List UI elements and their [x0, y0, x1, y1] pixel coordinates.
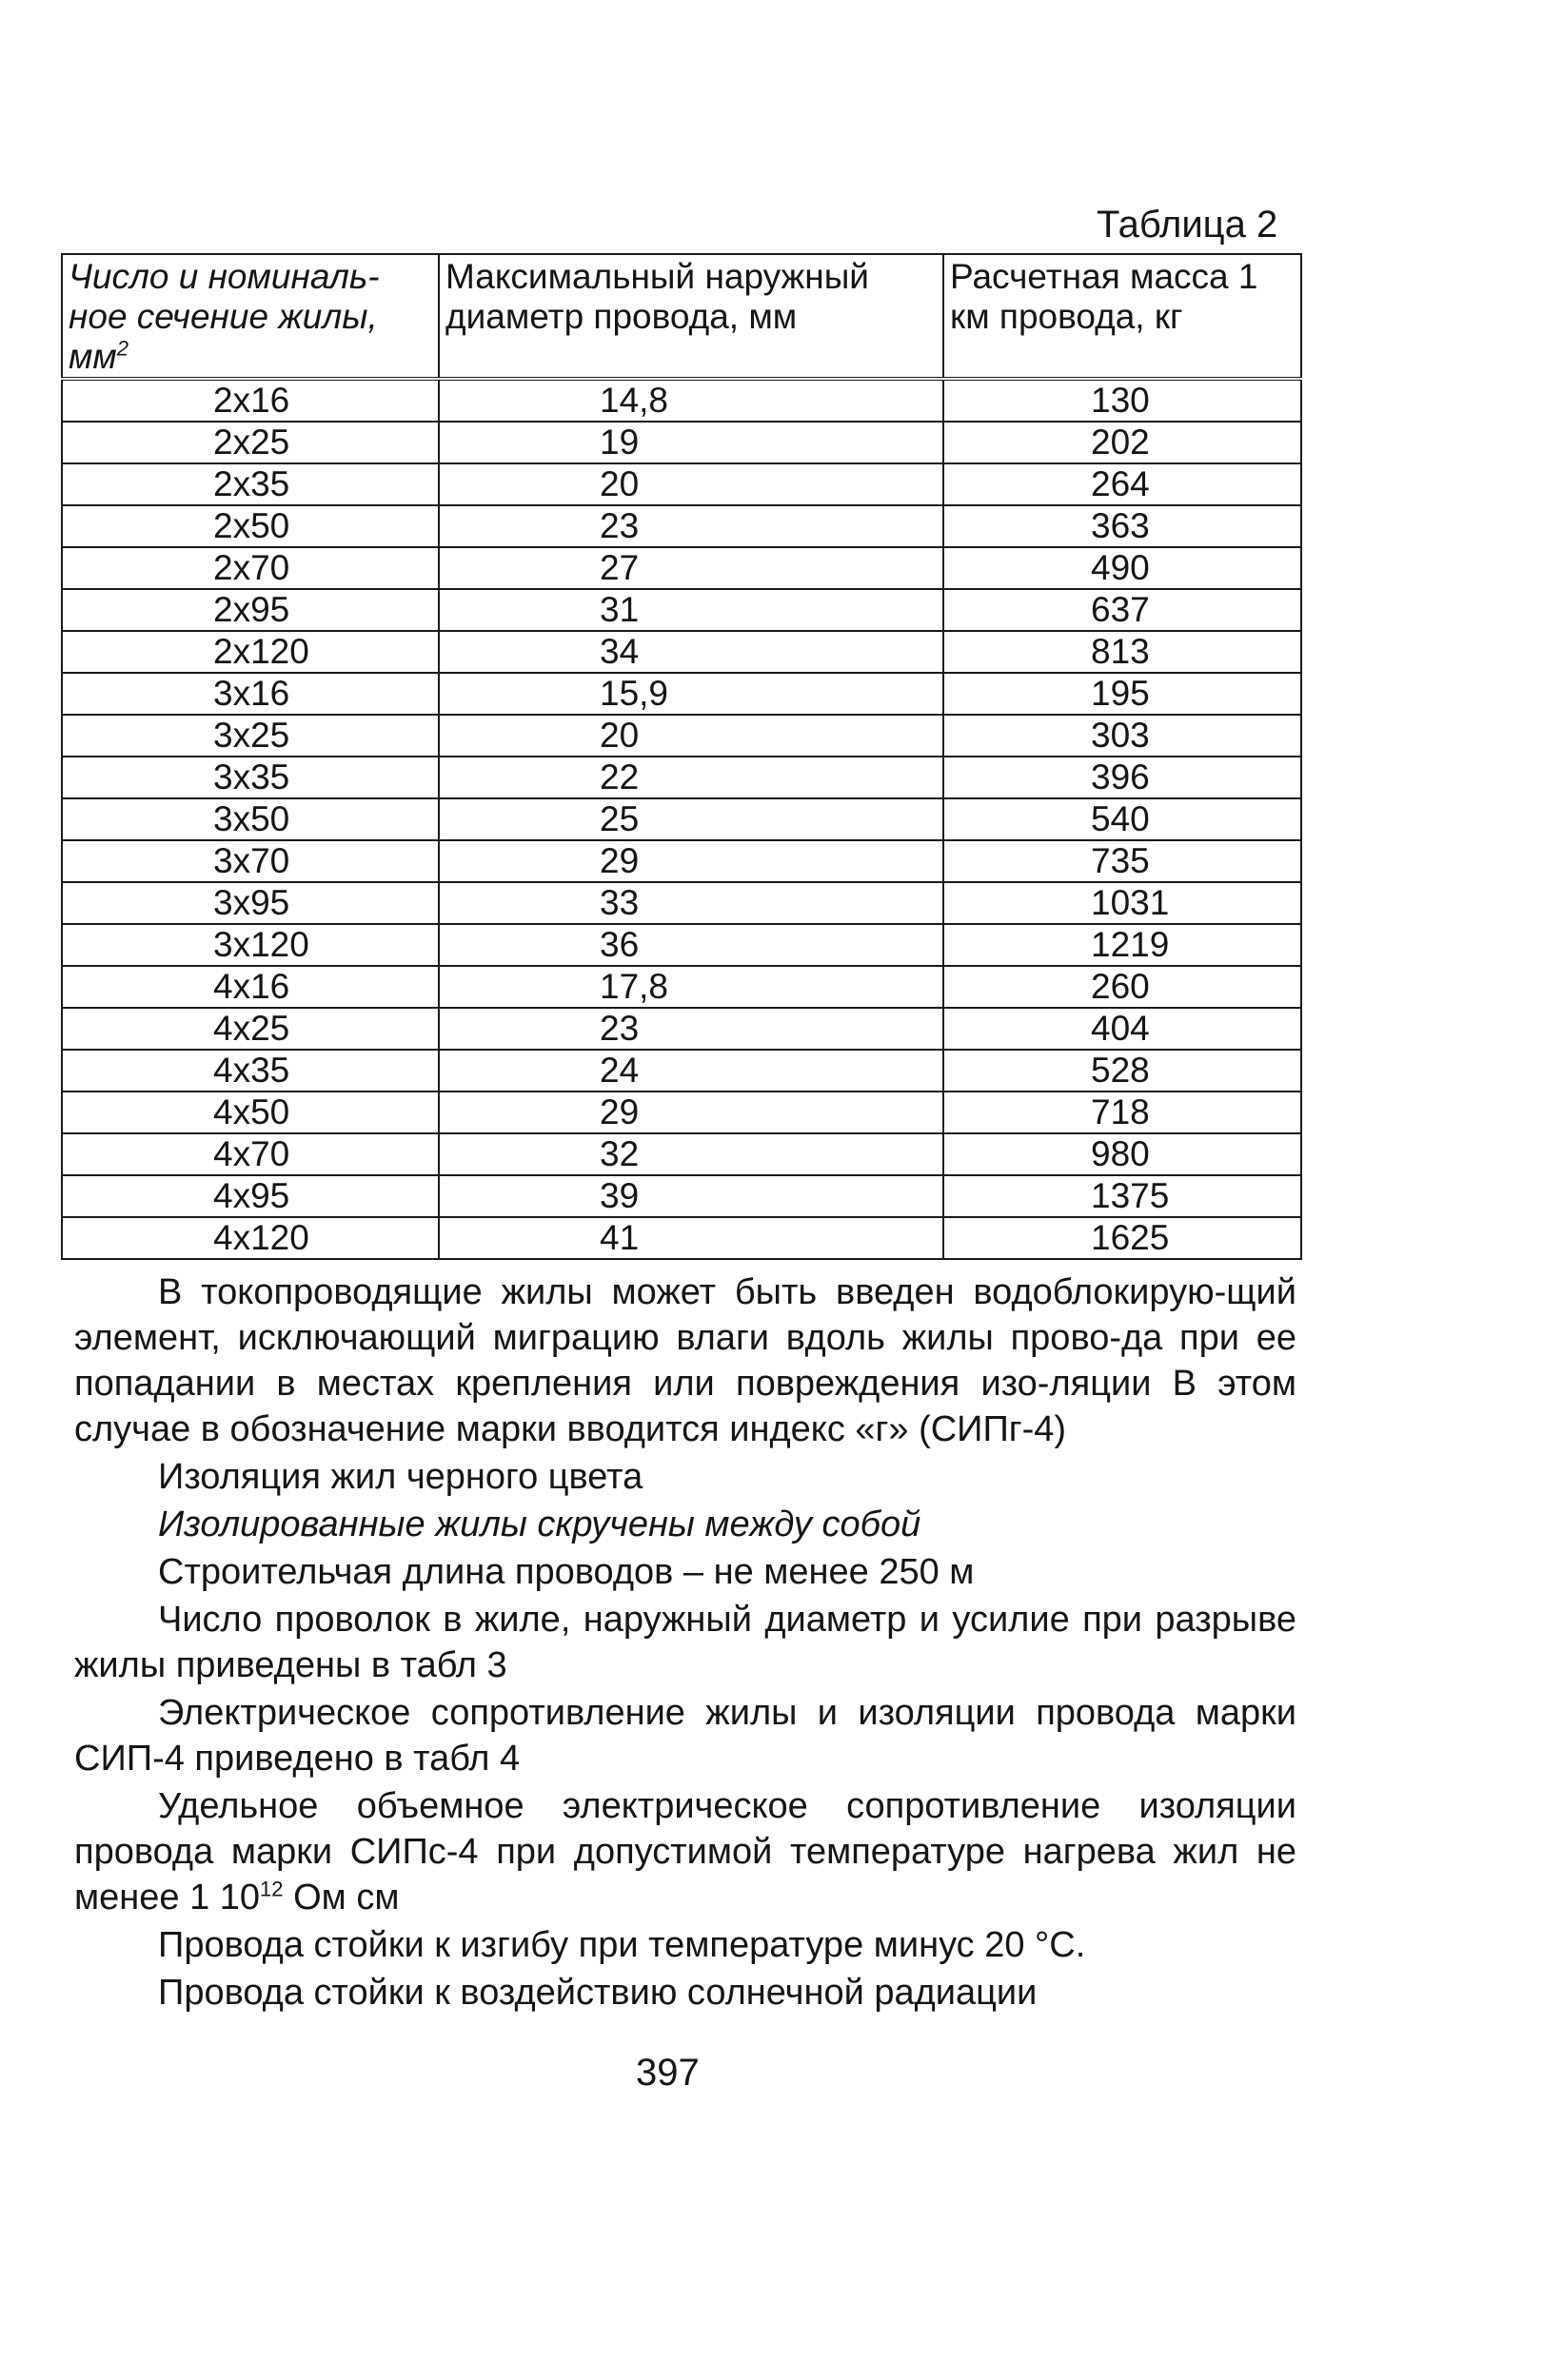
cell-mass: 202 [943, 422, 1301, 463]
table-row [62, 505, 1301, 547]
table-row [62, 1133, 1301, 1175]
table-row [62, 589, 1301, 631]
cell-diameter: 19 [439, 422, 943, 463]
cell-section: 3х16 [62, 673, 439, 715]
cell-section: 3х120 [62, 924, 439, 966]
cell-section: 4х25 [62, 1008, 439, 1050]
cell-section: 2х95 [62, 589, 439, 631]
cell-diameter: 31 [439, 589, 943, 631]
cell-mass: 130 [943, 379, 1301, 422]
cell-section: 4х16 [62, 966, 439, 1008]
table-row [62, 715, 1301, 757]
table-header-row [62, 254, 1301, 379]
cell-mass: 264 [943, 463, 1301, 505]
cell-diameter: 25 [439, 798, 943, 840]
table-row [62, 757, 1301, 798]
table-body [62, 379, 1301, 1259]
table-row [62, 379, 1301, 422]
paragraph-resistance: Электрическое сопротивление жилы и изоляции провода марки СИП-4 приведено в табл 4 [74, 1693, 1296, 1779]
cell-section: 2х120 [62, 631, 439, 673]
cell-section: 4х35 [62, 1050, 439, 1092]
cell-mass: 540 [943, 798, 1301, 840]
table-row [62, 422, 1301, 463]
page-number: 397 [636, 2052, 700, 2094]
volume-resistance-exponent: 12 [260, 1877, 284, 1901]
cell-mass: 1031 [943, 882, 1301, 924]
volume-resistance-unit: Ом см [283, 1878, 400, 1918]
cell-diameter: 32 [439, 1133, 943, 1175]
table-row [62, 1050, 1301, 1092]
cell-section: 3х70 [62, 840, 439, 882]
cell-mass: 735 [943, 840, 1301, 882]
table-caption: Таблица 2 [1097, 204, 1278, 246]
volume-resistance-text: Удельное объемное электрическое сопротивление изоляции провода марки СИПс-4 при допустимой температуре нагрева жил не менее 1 10 [74, 1786, 1296, 1918]
cell-section: 4х70 [62, 1133, 439, 1175]
cell-diameter: 14,8 [439, 379, 943, 422]
cell-section: 3х25 [62, 715, 439, 757]
cell-diameter: 29 [439, 840, 943, 882]
paragraph-construction-length: Строительчая длина проводов – не менее 250 м [158, 1552, 975, 1592]
cell-diameter: 24 [439, 1050, 943, 1092]
cell-diameter: 20 [439, 715, 943, 757]
cell-diameter: 27 [439, 547, 943, 589]
cable-spec-table [61, 253, 1302, 1260]
cell-mass: 1375 [943, 1175, 1301, 1217]
cell-mass: 195 [943, 673, 1301, 715]
cell-diameter: 23 [439, 505, 943, 547]
cell-diameter: 22 [439, 757, 943, 798]
cell-diameter: 33 [439, 882, 943, 924]
cell-mass: 528 [943, 1050, 1301, 1092]
table-row [62, 1217, 1301, 1259]
cell-section: 2х50 [62, 505, 439, 547]
cell-mass: 980 [943, 1133, 1301, 1175]
cell-section: 3х35 [62, 757, 439, 798]
cell-diameter: 39 [439, 1175, 943, 1217]
header-section [62, 254, 439, 379]
cell-mass: 363 [943, 505, 1301, 547]
cell-mass: 260 [943, 966, 1301, 1008]
cell-diameter: 15,9 [439, 673, 943, 715]
header-mass: Расчетная масса 1 км провода, кг [943, 254, 1301, 379]
header-section-sup: 2 [116, 336, 129, 361]
table-row [62, 1008, 1301, 1050]
table-row [62, 1175, 1301, 1217]
paragraph-wire-count: Число проволок в жиле, наружный диаметр и усилие при разрыве жилы приведены в табл 3 [74, 1600, 1296, 1685]
cell-section: 2х16 [62, 379, 439, 422]
cell-mass: 303 [943, 715, 1301, 757]
cell-section: 2х25 [62, 422, 439, 463]
table-row [62, 1092, 1301, 1133]
table-row [62, 463, 1301, 505]
cell-section: 4х120 [62, 1217, 439, 1259]
table-row [62, 631, 1301, 673]
cell-diameter: 20 [439, 463, 943, 505]
cell-section: 3х50 [62, 798, 439, 840]
cell-diameter: 23 [439, 1008, 943, 1050]
paragraph-twisted-cores: Изолированные жилы скручены между собой [158, 1505, 921, 1544]
cell-mass: 718 [943, 1092, 1301, 1133]
header-section-text: Число и номиналь-ное сечение жилы, мм [69, 257, 380, 376]
cell-mass: 396 [943, 757, 1301, 798]
cell-diameter: 17,8 [439, 966, 943, 1008]
table-row [62, 798, 1301, 840]
cell-diameter: 41 [439, 1217, 943, 1259]
cell-mass: 1625 [943, 1217, 1301, 1259]
table-row [62, 840, 1301, 882]
body-text [74, 1269, 1296, 2017]
cell-mass: 1219 [943, 924, 1301, 966]
table-row [62, 882, 1301, 924]
cell-diameter: 34 [439, 631, 943, 673]
table-row [62, 966, 1301, 1008]
cell-section: 2х35 [62, 463, 439, 505]
cell-mass: 490 [943, 547, 1301, 589]
cell-diameter: 29 [439, 1092, 943, 1133]
table-header [62, 254, 1301, 379]
cell-section: 4х95 [62, 1175, 439, 1217]
table-row [62, 924, 1301, 966]
paragraph-volume-resistance [74, 1783, 1296, 1920]
paragraph-waterblocking: В токопроводящие жилы может быть введен водоблокирую-щий элемент, исключающий миграцию влаги вдоль жилы прово-да при ее попадании в местах крепления или повреждения изо-ляции В этом случае в обозначение марки вводится индекс «г» (СИПг-4) [74, 1272, 1296, 1449]
cell-section: 3х95 [62, 882, 439, 924]
cell-mass: 404 [943, 1008, 1301, 1050]
table-row [62, 673, 1301, 715]
cell-diameter: 36 [439, 924, 943, 966]
cell-section: 4х50 [62, 1092, 439, 1133]
header-diameter: Максимальный наружный диаметр провода, мм [439, 254, 943, 379]
cell-mass: 813 [943, 631, 1301, 673]
paragraph-solar-resistance: Провода стойки к воздействию солнечной радиации [158, 1973, 1038, 2013]
paragraph-bend-resistance: Провода стойки к изгибу при температуре минус 20 °С. [158, 1925, 1086, 1965]
table-row [62, 547, 1301, 589]
cell-section: 2х70 [62, 547, 439, 589]
cell-mass: 637 [943, 589, 1301, 631]
paragraph-insulation-color: Изоляция жил черного цвета [158, 1457, 643, 1497]
